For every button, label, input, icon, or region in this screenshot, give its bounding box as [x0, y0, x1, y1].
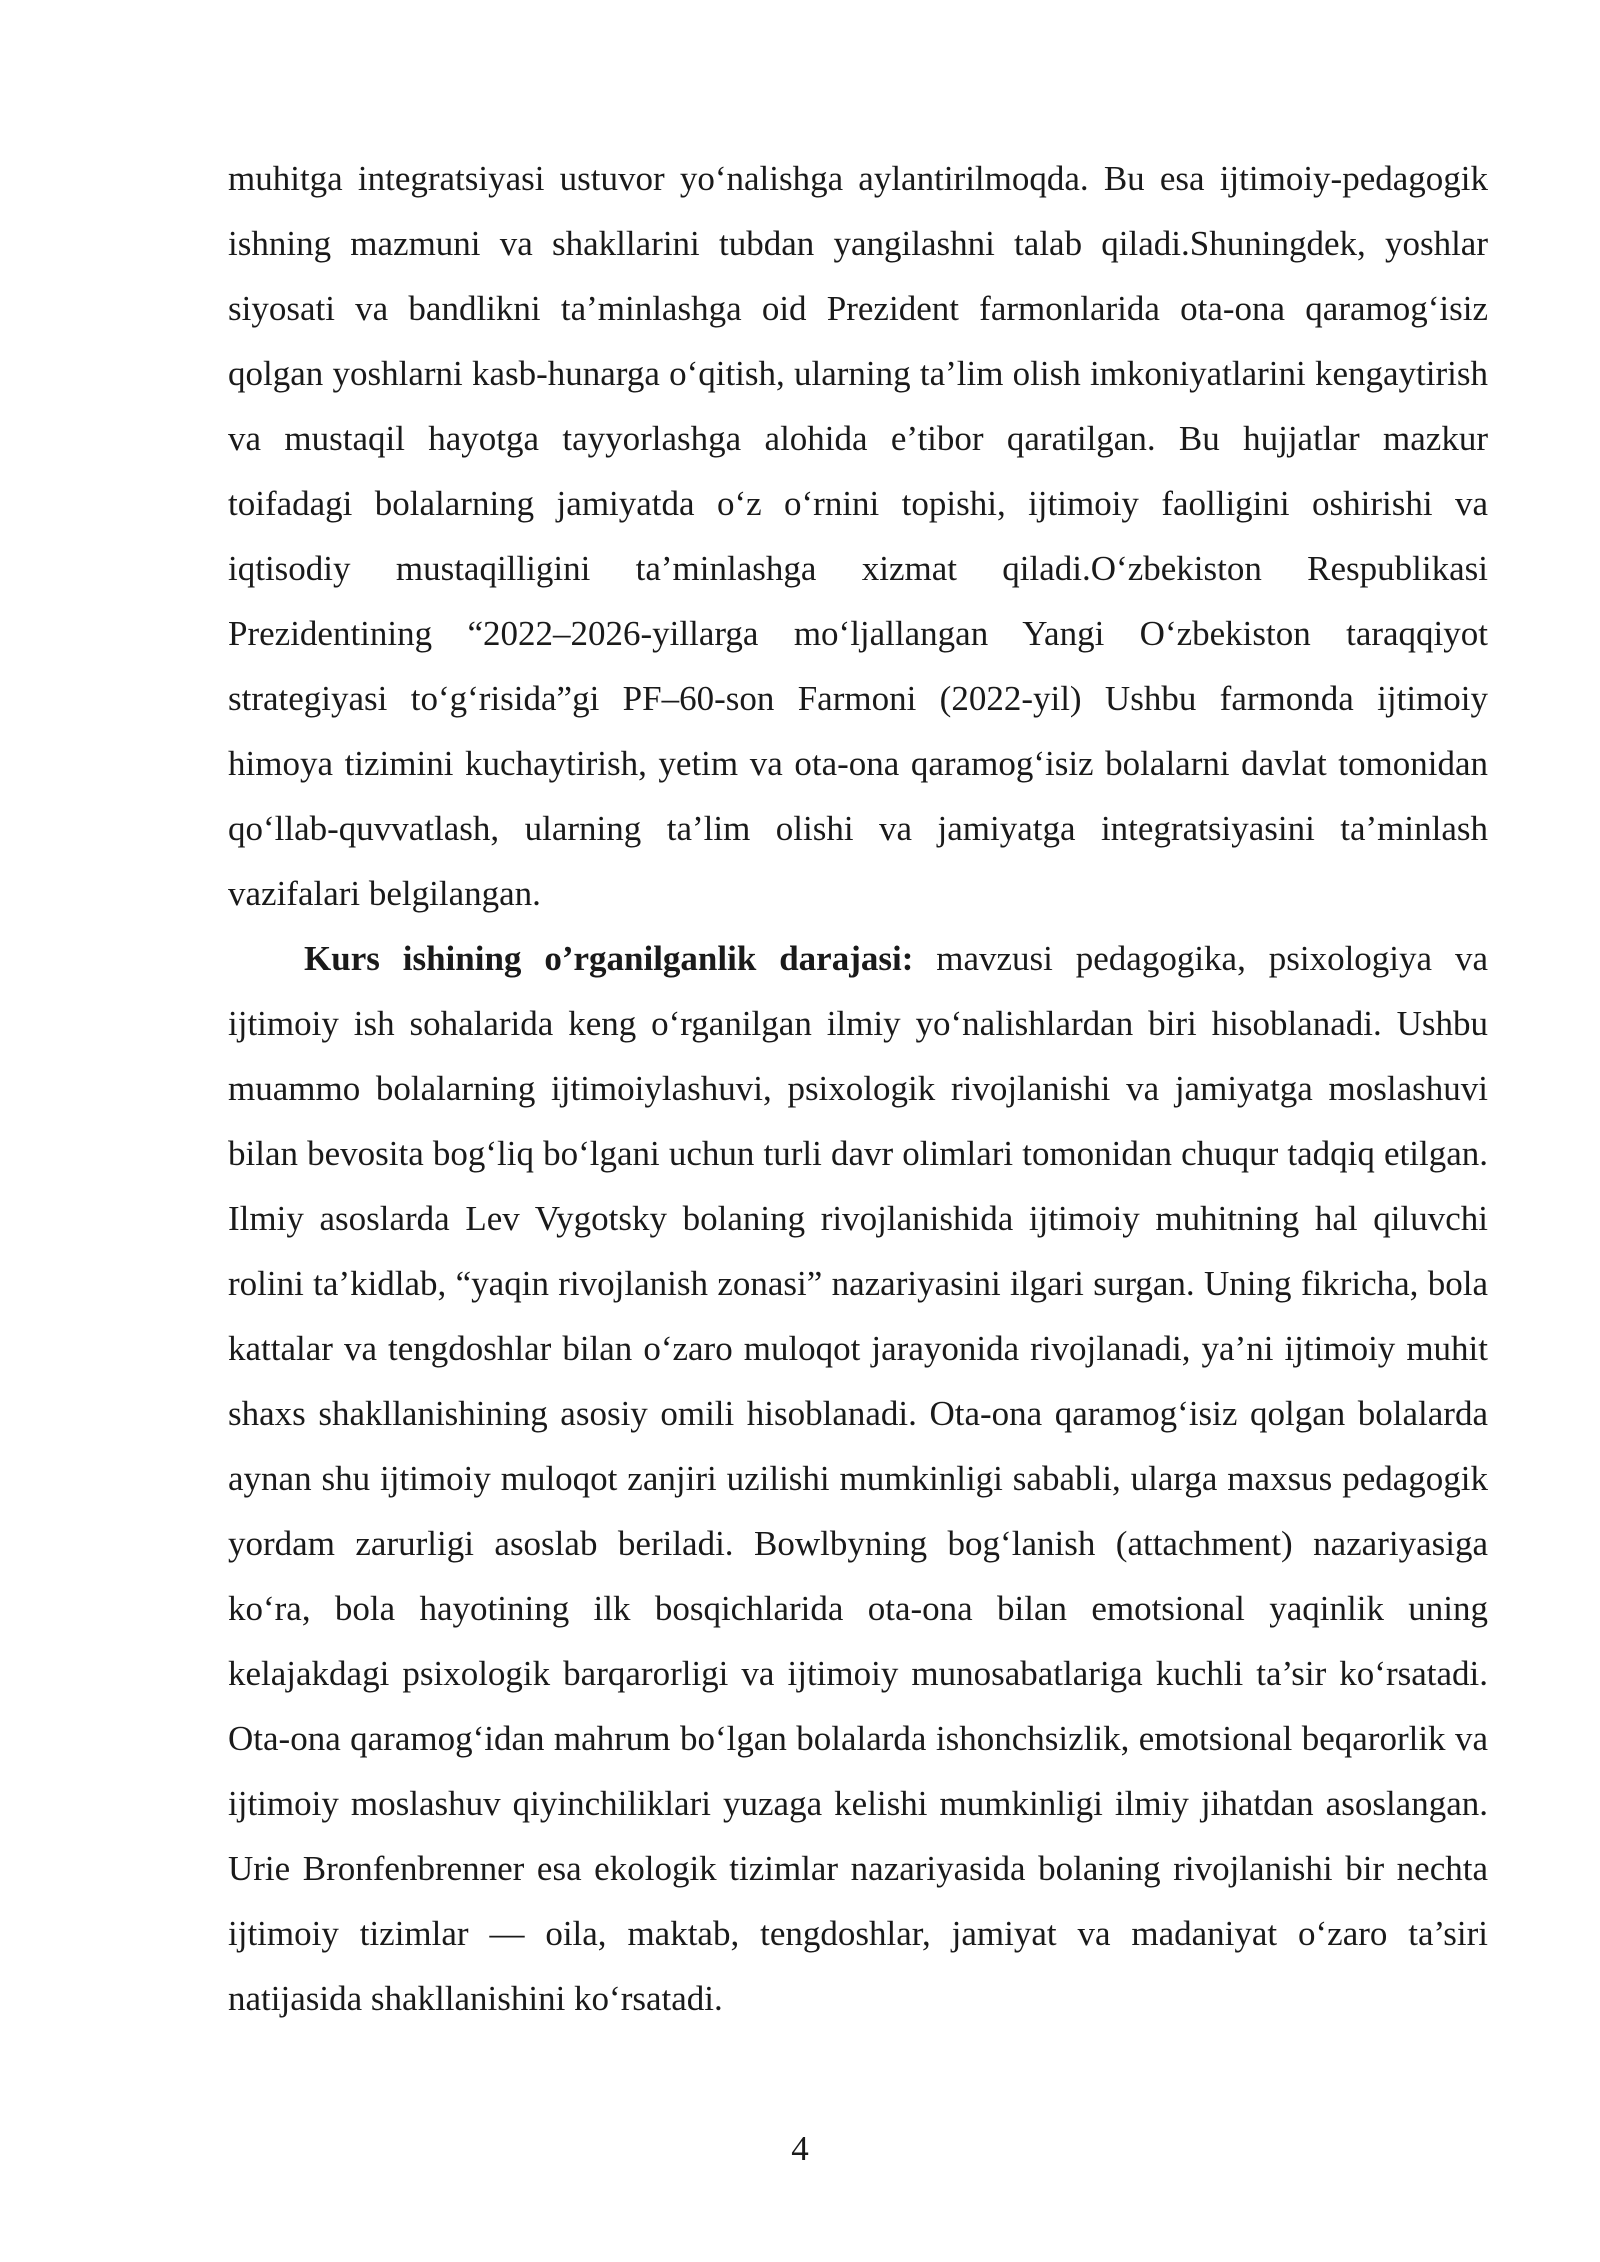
- paragraph-2: [228, 926, 1488, 2031]
- section-heading: Kurs ishining o’rganilganlik darajasi:: [304, 939, 914, 978]
- paragraph-2-text: mavzusi pedagogika, psixologiya va ijtimoiy ish sohalarida keng o‘rganilgan ilmiy yo‘nalishlardan biri hisoblanadi. Ushbu muammo bolalarning ijtimoiylashuvi, psixologik rivojlanishi va jamiyatga moslashuvi bilan bevosita bog‘liq bo‘lgani uchun turli davr olimlari tomonidan chuqur tadqiq etilgan. Ilmiy asoslarda Lev Vygotsky bolaning rivojlanishida ijtimoiy muhitning hal qiluvchi rolini ta’kidlab, “yaqin rivojlanish zonasi” nazariyasini ilgari surgan. Uning fikricha, bola kattalar va tengdoshlar bilan o‘zaro muloqot jarayonida rivojlanadi, ya’ni ijtimoiy muhit shaxs shakllanishining asosiy omili hisoblanadi. Ota-ona qaramog‘isiz qolgan bolalarda aynan shu ijtimoiy muloqot zanjiri uzilishi mumkinligi sababli, ularga maxsus pedagogik yordam zarurligi asoslab beriladi. Bowlbyning bog‘lanish (attachment) nazariyasiga ko‘ra, bola hayotining ilk bosqichlarida ota-ona bilan emotsional yaqinlik uning kelajakdagi psixologik barqarorligi va ijtimoiy munosabatlariga kuchli ta’sir ko‘rsatadi. Ota-ona qaramog‘idan mahrum bo‘lgan bolalarda ishonchsizlik, emotsional beqarorlik va ijtimoiy moslashuv qiyinchiliklari yuzaga kelishi mumkinligi ilmiy jihatdan asoslangan. Urie Bronfenbrenner esa ekologik tizimlar nazariyasida bolaning rivojlanishi bir nechta ijtimoiy tizimlar — oila, maktab, tengdoshlar, jamiyat va madaniyat o‘zaro ta’siri natijasida shakllanishini ko‘rsatadi.: [228, 939, 1488, 2018]
- page-number: 4: [791, 2129, 809, 2168]
- document-body: [228, 146, 1488, 2031]
- paragraph-1: muhitga integratsiyasi ustuvor yo‘nalishga aylantirilmoqda. Bu esa ijtimoiy-pedagogik ishning mazmuni va shakllarini tubdan yangilashni talab qiladi.Shuningdek, yoshlar siyosati va bandlikni ta’minlashga oid Prezident farmonlarida ota-ona qaramog‘isiz qolgan yoshlarni kasb-hunarga o‘qitish, ularning ta’lim olish imkoniyatlarini kengaytirish va mustaqil hayotga tayyorlashga alohida e’tibor qaratilgan. Bu hujjatlar mazkur toifadagi bolalarning jamiyatda o‘z o‘rnini topishi, ijtimoiy faolligini oshirishi va iqtisodiy mustaqilligini ta’minlashga xizmat qiladi.O‘zbekiston Respublikasi Prezidentining “2022–2026-yillarga mo‘ljallangan Yangi O‘zbekiston taraqqiyot strategiyasi to‘g‘risida”gi PF–60-son Farmoni (2022-yil) Ushbu farmonda ijtimoiy himoya tizimini kuchaytirish, yetim va ota-ona qaramog‘isiz bolalarni davlat tomonidan qo‘llab-quvvatlash, ularning ta’lim olishi va jamiyatga integratsiyasini ta’minlash vazifalari belgilangan.: [228, 159, 1488, 913]
